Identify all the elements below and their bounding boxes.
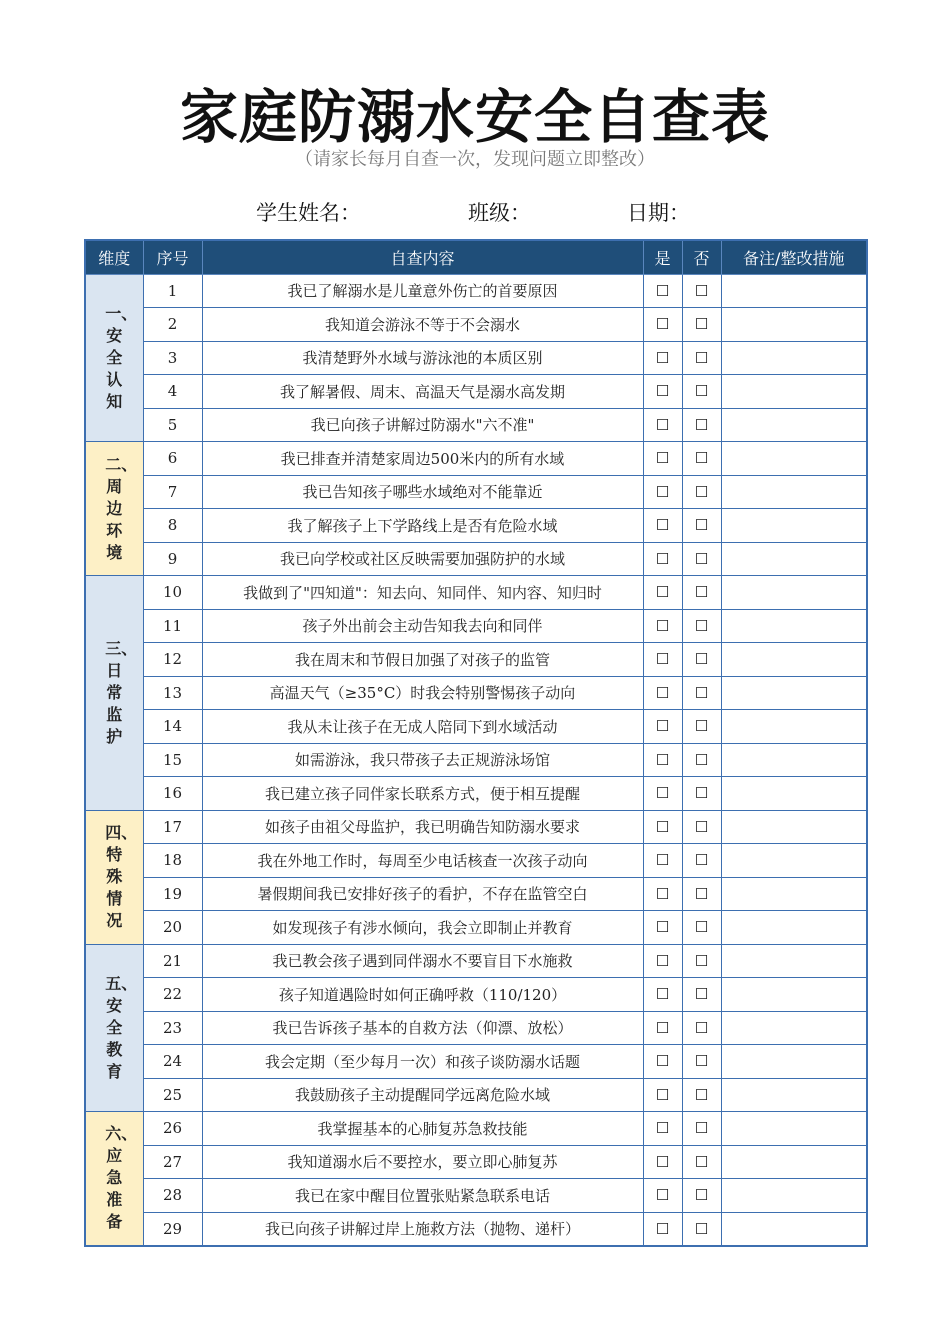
yes-checkbox[interactable]: ☐ — [643, 1011, 682, 1045]
table-row — [85, 743, 867, 777]
table-row — [85, 375, 867, 409]
table-row — [85, 1212, 867, 1246]
remarks-field[interactable] — [721, 1112, 867, 1146]
remarks-field[interactable] — [721, 1045, 867, 1079]
no-checkbox[interactable]: ☐ — [682, 944, 721, 978]
yes-checkbox[interactable]: ☐ — [643, 375, 682, 409]
row-content: 我在外地工作时，每周至少电话核查一次孩子动向 — [202, 844, 643, 878]
row-content: 我知道会游泳不等于不会溺水 — [202, 308, 643, 342]
row-number: 26 — [143, 1112, 202, 1146]
table-row — [85, 1112, 867, 1146]
row-number: 4 — [143, 375, 202, 409]
row-number: 27 — [143, 1145, 202, 1179]
row-number: 15 — [143, 743, 202, 777]
yes-checkbox[interactable]: ☐ — [643, 408, 682, 442]
remarks-field[interactable] — [721, 475, 867, 509]
header-yes: 是 — [643, 240, 682, 274]
remarks-field[interactable] — [721, 274, 867, 308]
yes-checkbox[interactable]: ☐ — [643, 1179, 682, 1213]
remarks-field[interactable] — [721, 576, 867, 610]
table-row — [85, 944, 867, 978]
row-content: 我已在家中醒目位置张贴紧急联系电话 — [202, 1179, 643, 1213]
remarks-field[interactable] — [721, 509, 867, 543]
table-row — [85, 408, 867, 442]
yes-checkbox[interactable]: ☐ — [643, 676, 682, 710]
table-row — [85, 542, 867, 576]
row-number: 18 — [143, 844, 202, 878]
no-checkbox[interactable]: ☐ — [682, 542, 721, 576]
remarks-field[interactable] — [721, 810, 867, 844]
table-row — [85, 877, 867, 911]
no-checkbox[interactable]: ☐ — [682, 408, 721, 442]
row-number: 10 — [143, 576, 202, 610]
row-content: 我已排查并清楚家周边500米内的所有水域 — [202, 442, 643, 476]
section-label — [85, 576, 143, 811]
row-number: 28 — [143, 1179, 202, 1213]
row-content: 我已告知孩子哪些水域绝对不能靠近 — [202, 475, 643, 509]
section-label-text: 二、周边环境 — [105, 454, 138, 562]
date-label: 日期： — [627, 201, 690, 225]
no-checkbox[interactable]: ☐ — [682, 777, 721, 811]
no-checkbox[interactable]: ☐ — [682, 341, 721, 375]
row-number: 23 — [143, 1011, 202, 1045]
row-number: 21 — [143, 944, 202, 978]
no-checkbox[interactable]: ☐ — [682, 509, 721, 543]
row-number: 7 — [143, 475, 202, 509]
remarks-field[interactable] — [721, 609, 867, 643]
header-content: 自查内容 — [202, 240, 643, 274]
remarks-field[interactable] — [721, 1011, 867, 1045]
remarks-field[interactable] — [721, 1212, 867, 1246]
remarks-field[interactable] — [721, 408, 867, 442]
yes-checkbox[interactable]: ☐ — [643, 308, 682, 342]
no-checkbox[interactable]: ☐ — [682, 609, 721, 643]
header-number: 序号 — [143, 240, 202, 274]
row-content: 我从未让孩子在无成人陪同下到水域活动 — [202, 710, 643, 744]
no-checkbox[interactable]: ☐ — [682, 643, 721, 677]
row-number: 3 — [143, 341, 202, 375]
yes-checkbox[interactable]: ☐ — [643, 944, 682, 978]
table-row — [85, 911, 867, 945]
section-label-text: 一、安全认知 — [105, 303, 138, 411]
header-remarks: 备注/整改措施 — [721, 240, 867, 274]
row-content: 我做到了"四知道"：知去向、知同伴、知内容、知归时 — [202, 576, 643, 610]
table-row — [85, 844, 867, 878]
row-content: 高温天气（≥35°C）时我会特别警惕孩子动向 — [202, 676, 643, 710]
row-number: 25 — [143, 1078, 202, 1112]
no-checkbox[interactable]: ☐ — [682, 1145, 721, 1179]
yes-checkbox[interactable]: ☐ — [643, 1145, 682, 1179]
no-checkbox[interactable]: ☐ — [682, 676, 721, 710]
table-row — [85, 676, 867, 710]
remarks-field[interactable] — [721, 1078, 867, 1112]
no-checkbox[interactable]: ☐ — [682, 810, 721, 844]
no-checkbox[interactable]: ☐ — [682, 475, 721, 509]
yes-checkbox[interactable]: ☐ — [643, 274, 682, 308]
table-row — [85, 1045, 867, 1079]
row-number: 12 — [143, 643, 202, 677]
table-row — [85, 777, 867, 811]
no-checkbox[interactable]: ☐ — [682, 978, 721, 1012]
table-row — [85, 978, 867, 1012]
table-row — [85, 1078, 867, 1112]
no-checkbox[interactable]: ☐ — [682, 375, 721, 409]
yes-checkbox[interactable]: ☐ — [643, 509, 682, 543]
row-content: 如发现孩子有涉水倾向，我会立即制止并教育 — [202, 911, 643, 945]
row-number: 1 — [143, 274, 202, 308]
table-row — [85, 442, 867, 476]
row-content: 我已向孩子讲解过防溺水"六不准" — [202, 408, 643, 442]
yes-checkbox[interactable]: ☐ — [643, 1045, 682, 1079]
yes-checkbox[interactable]: ☐ — [643, 978, 682, 1012]
row-content: 如孩子由祖父母监护，我已明确告知防溺水要求 — [202, 810, 643, 844]
yes-checkbox[interactable]: ☐ — [643, 844, 682, 878]
row-number: 19 — [143, 877, 202, 911]
row-number: 8 — [143, 509, 202, 543]
no-checkbox[interactable]: ☐ — [682, 1011, 721, 1045]
no-checkbox[interactable]: ☐ — [682, 1112, 721, 1146]
row-number: 20 — [143, 911, 202, 945]
remarks-field[interactable] — [721, 911, 867, 945]
remarks-field[interactable] — [721, 743, 867, 777]
no-checkbox[interactable]: ☐ — [682, 1212, 721, 1246]
remarks-field[interactable] — [721, 375, 867, 409]
remarks-field[interactable] — [721, 308, 867, 342]
yes-checkbox[interactable]: ☐ — [643, 442, 682, 476]
remarks-field[interactable] — [721, 978, 867, 1012]
row-content: 我已告诉孩子基本的自救方法（仰漂、放松） — [202, 1011, 643, 1045]
row-content: 我知道溺水后不要控水，要立即心肺复苏 — [202, 1145, 643, 1179]
section-label-text: 三、日常监护 — [105, 638, 138, 746]
no-checkbox[interactable]: ☐ — [682, 1045, 721, 1079]
table-row — [85, 1011, 867, 1045]
remarks-field[interactable] — [721, 944, 867, 978]
table-row — [85, 609, 867, 643]
no-checkbox[interactable]: ☐ — [682, 576, 721, 610]
no-checkbox[interactable]: ☐ — [682, 710, 721, 744]
no-checkbox[interactable]: ☐ — [682, 442, 721, 476]
student-name-label: 学生姓名： — [256, 201, 361, 225]
row-content: 孩子知道遇险时如何正确呼救（110/120） — [202, 978, 643, 1012]
no-checkbox[interactable]: ☐ — [682, 274, 721, 308]
row-content: 我了解孩子上下学路线上是否有危险水域 — [202, 509, 643, 543]
yes-checkbox[interactable]: ☐ — [643, 475, 682, 509]
yes-checkbox[interactable]: ☐ — [643, 609, 682, 643]
row-content: 暑假期间我已安排好孩子的看护，不存在监管空白 — [202, 877, 643, 911]
section-label — [85, 442, 143, 576]
remarks-field[interactable] — [721, 844, 867, 878]
row-number: 29 — [143, 1212, 202, 1246]
page-title: 家庭防溺水安全自查表 — [179, 83, 770, 151]
remarks-field[interactable] — [721, 341, 867, 375]
yes-checkbox[interactable]: ☐ — [643, 576, 682, 610]
yes-checkbox[interactable]: ☐ — [643, 911, 682, 945]
row-number: 14 — [143, 710, 202, 744]
section-label-text: 六、应急准备 — [105, 1124, 138, 1232]
section-label-text: 五、安全教育 — [105, 973, 138, 1081]
row-number: 11 — [143, 609, 202, 643]
table-row — [85, 1179, 867, 1213]
row-content: 我掌握基本的心肺复苏急救技能 — [202, 1112, 643, 1146]
table-row — [85, 274, 867, 308]
row-number: 16 — [143, 777, 202, 811]
yes-checkbox[interactable]: ☐ — [643, 710, 682, 744]
remarks-field[interactable] — [721, 1145, 867, 1179]
remarks-field[interactable] — [721, 777, 867, 811]
checklist-table — [84, 239, 868, 1247]
yes-checkbox[interactable]: ☐ — [643, 810, 682, 844]
remarks-field[interactable] — [721, 710, 867, 744]
remarks-field[interactable] — [721, 643, 867, 677]
yes-checkbox[interactable]: ☐ — [643, 341, 682, 375]
section-label — [85, 944, 143, 1112]
row-content: 我会定期（至少每月一次）和孩子谈防溺水话题 — [202, 1045, 643, 1079]
no-checkbox[interactable]: ☐ — [682, 743, 721, 777]
row-number: 2 — [143, 308, 202, 342]
table-row — [85, 710, 867, 744]
page-subtitle: （请家长每月自查一次，发现问题立即整改） — [295, 149, 655, 170]
table-row — [85, 475, 867, 509]
no-checkbox[interactable]: ☐ — [682, 877, 721, 911]
remarks-field[interactable] — [721, 1179, 867, 1213]
remarks-field[interactable] — [721, 676, 867, 710]
row-number: 17 — [143, 810, 202, 844]
section-label — [85, 810, 143, 944]
yes-checkbox[interactable]: ☐ — [643, 743, 682, 777]
remarks-field[interactable] — [721, 442, 867, 476]
header-no: 否 — [682, 240, 721, 274]
table-row — [85, 576, 867, 610]
no-checkbox[interactable]: ☐ — [682, 844, 721, 878]
row-content: 我已向学校或社区反映需要加强防护的水域 — [202, 542, 643, 576]
no-checkbox[interactable]: ☐ — [682, 1078, 721, 1112]
section-label — [85, 1112, 143, 1246]
table-row — [85, 810, 867, 844]
row-number: 5 — [143, 408, 202, 442]
row-content: 我已向孩子讲解过岸上施救方法（抛物、递杆） — [202, 1212, 643, 1246]
header-dimension: 维度 — [85, 240, 143, 274]
row-content: 我已教会孩子遇到同伴溺水不要盲目下水施救 — [202, 944, 643, 978]
row-number: 22 — [143, 978, 202, 1012]
row-content: 我鼓励孩子主动提醒同学远离危险水域 — [202, 1078, 643, 1112]
row-number: 9 — [143, 542, 202, 576]
table-row — [85, 1145, 867, 1179]
row-number: 24 — [143, 1045, 202, 1079]
row-content: 孩子外出前会主动告知我去向和同伴 — [202, 609, 643, 643]
row-content: 我清楚野外水域与游泳池的本质区别 — [202, 341, 643, 375]
row-content: 我在周末和节假日加强了对孩子的监管 — [202, 643, 643, 677]
yes-checkbox[interactable]: ☐ — [643, 777, 682, 811]
table-row — [85, 509, 867, 543]
table-row — [85, 643, 867, 677]
table-row — [85, 341, 867, 375]
yes-checkbox[interactable]: ☐ — [643, 877, 682, 911]
yes-checkbox[interactable]: ☐ — [643, 1078, 682, 1112]
row-content: 我已了解溺水是儿童意外伤亡的首要原因 — [202, 274, 643, 308]
row-number: 13 — [143, 676, 202, 710]
yes-checkbox[interactable]: ☐ — [643, 542, 682, 576]
row-content: 我已建立孩子同伴家长联系方式，便于相互提醒 — [202, 777, 643, 811]
yes-checkbox[interactable]: ☐ — [643, 1212, 682, 1246]
section-label-text: 四、特殊情况 — [105, 823, 138, 930]
checklist-body — [85, 274, 867, 1246]
row-content: 我了解暑假、周末、高温天气是溺水高发期 — [202, 375, 643, 409]
row-number: 6 — [143, 442, 202, 476]
no-checkbox[interactable]: ☐ — [682, 308, 721, 342]
remarks-field[interactable] — [721, 542, 867, 576]
remarks-field[interactable] — [721, 877, 867, 911]
class-label: 班级： — [468, 201, 531, 225]
no-checkbox[interactable]: ☐ — [682, 1179, 721, 1213]
yes-checkbox[interactable]: ☐ — [643, 643, 682, 677]
section-label — [85, 274, 143, 442]
row-content: 如需游泳，我只带孩子去正规游泳场馆 — [202, 743, 643, 777]
no-checkbox[interactable]: ☐ — [682, 911, 721, 945]
yes-checkbox[interactable]: ☐ — [643, 1112, 682, 1146]
table-row — [85, 308, 867, 342]
table-header-row — [85, 240, 867, 274]
